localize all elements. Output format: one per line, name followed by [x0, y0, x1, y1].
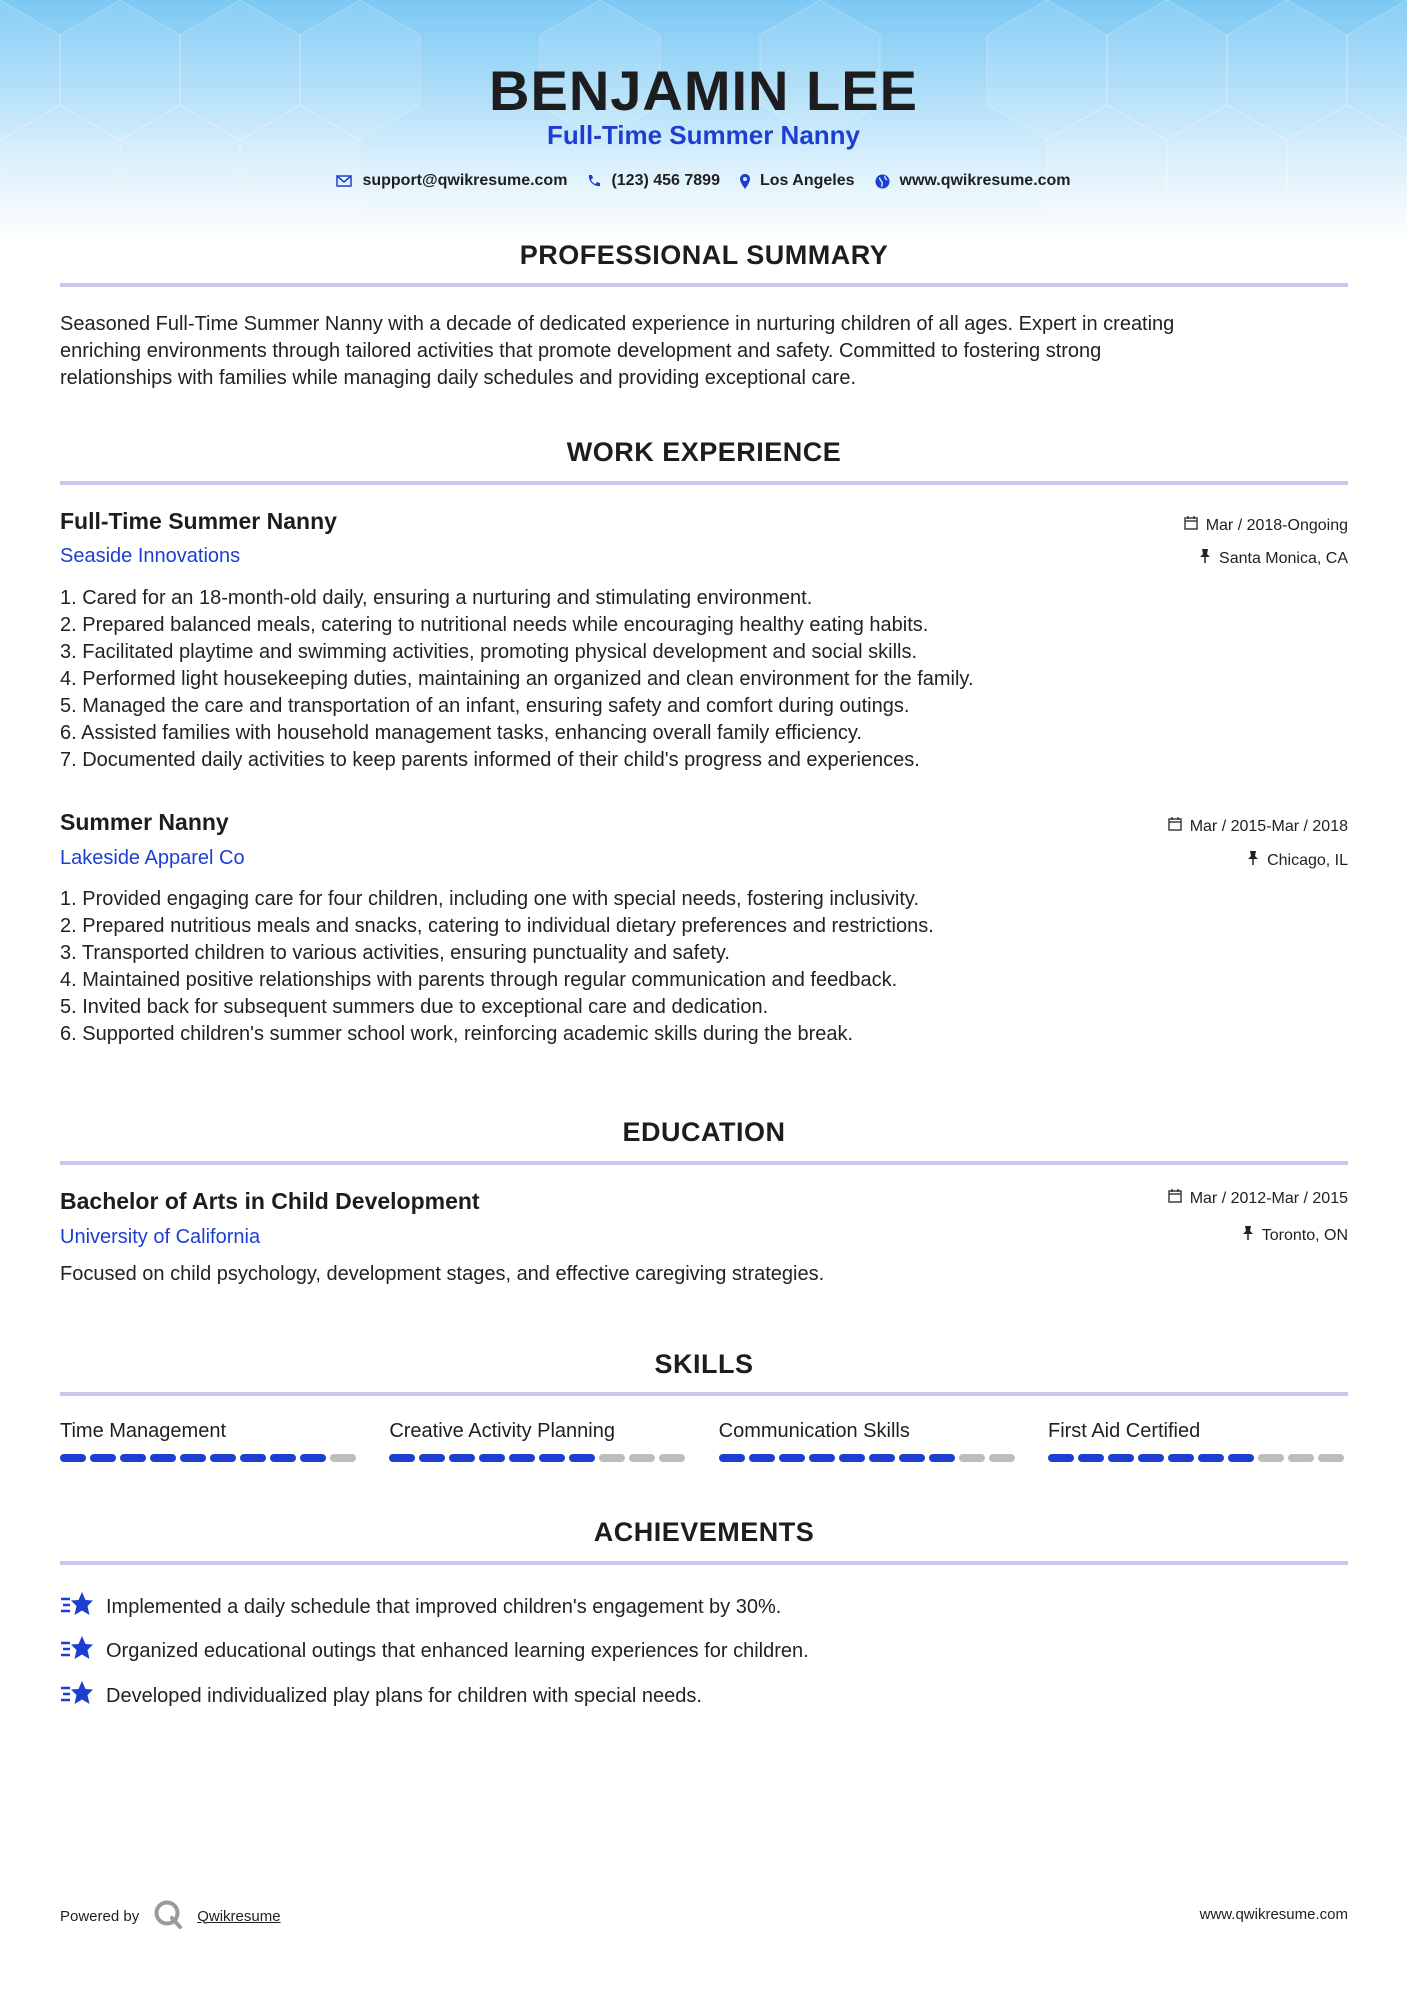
- skill-level-segment: [779, 1454, 805, 1462]
- pushpin-icon: [1199, 549, 1211, 568]
- contact-website[interactable]: [875, 172, 1071, 190]
- skill-level-segment: [60, 1454, 86, 1462]
- skill-level-segment: [719, 1454, 745, 1462]
- skills-divider: [60, 1392, 1348, 1396]
- job-dates-text: Mar / 2015-Mar / 2018: [1189, 817, 1348, 835]
- skill-level-segment: [749, 1454, 775, 1462]
- contact-bar: [0, 172, 1407, 190]
- skill-level-segment: [929, 1454, 955, 1462]
- achievements-divider: [60, 1561, 1348, 1565]
- skill-level-segment: [629, 1454, 655, 1462]
- education-location: [1242, 1226, 1348, 1245]
- list-item: 6. Assisted families with household management tasks, enhancing overall family efficiency.: [60, 722, 862, 744]
- list-item: 3. Transported children to various activities, ensuring punctuality and safety.: [60, 942, 730, 964]
- skill-level-segment: [989, 1454, 1015, 1462]
- skill-level-segment: [1228, 1454, 1254, 1462]
- summary-divider: [60, 283, 1348, 287]
- job-location: [1247, 851, 1348, 870]
- resume-header: [0, 0, 1407, 240]
- education-heading: EDUCATION: [622, 1117, 786, 1147]
- job-title: Full-Time Summer Nanny: [60, 508, 337, 534]
- calendar-icon: [1184, 516, 1198, 535]
- skill-level-segment: [539, 1454, 565, 1462]
- skill-level-segment: [300, 1454, 326, 1462]
- pushpin-icon: [1242, 1226, 1254, 1245]
- list-item: 2. Prepared balanced meals, catering to nutritional needs while encouraging healthy eating habits.: [60, 614, 929, 636]
- list-item: 1. Cared for an 18-month-old daily, ensuring a nurturing and stimulating environment.: [60, 587, 813, 609]
- skill-item: [60, 1420, 360, 1462]
- skill-level-segment: [959, 1454, 985, 1462]
- experience-heading: WORK EXPERIENCE: [566, 437, 842, 467]
- qwikresume-logo-icon: [153, 1899, 183, 1933]
- achievements-heading: ACHIEVEMENTS: [593, 1517, 815, 1547]
- skill-item: [1048, 1420, 1348, 1462]
- skill-level-segment: [1168, 1454, 1194, 1462]
- website-text: www.qwikresume.com: [899, 172, 1071, 189]
- calendar-icon: [1168, 1189, 1182, 1208]
- skill-level-segment: [659, 1454, 685, 1462]
- job-responsibilities: [60, 585, 1348, 774]
- skill-level-segment: [330, 1454, 356, 1462]
- achievement-text: Implemented a daily schedule that improved children's engagement by 30%.: [106, 1595, 782, 1618]
- list-item: 4. Maintained positive relationships with parents through regular communication and feedback.: [60, 969, 898, 991]
- star-icon: [60, 1590, 94, 1624]
- skill-level-bar: [1048, 1454, 1348, 1462]
- skill-level-segment: [150, 1454, 176, 1462]
- skill-level-bar: [60, 1454, 360, 1462]
- skill-level-bar: [389, 1454, 689, 1462]
- skill-level-segment: [270, 1454, 296, 1462]
- skill-level-segment: [180, 1454, 206, 1462]
- achievement-text: Organized educational outings that enhanced learning experiences for children.: [106, 1639, 809, 1662]
- job-location-text: Chicago, IL: [1267, 851, 1348, 869]
- location-text: Los Angeles: [759, 172, 855, 189]
- phone-text: (123) 456 7899: [611, 172, 720, 189]
- email-text: support@qwikresume.com: [362, 172, 568, 189]
- skills-heading: SKILLS: [654, 1349, 754, 1379]
- education-dates: [1168, 1189, 1348, 1208]
- skill-level-segment: [1198, 1454, 1224, 1462]
- skill-level-segment: [569, 1454, 595, 1462]
- education-dates-text: Mar / 2012-Mar / 2015: [1189, 1189, 1348, 1207]
- contact-phone[interactable]: [587, 172, 720, 190]
- skill-level-segment: [419, 1454, 445, 1462]
- skill-item: [719, 1420, 1019, 1462]
- skill-level-segment: [479, 1454, 505, 1462]
- job-company: Lakeside Apparel Co: [60, 847, 245, 869]
- job-company: Seaside Innovations: [60, 545, 241, 567]
- phone-icon: [587, 174, 601, 188]
- skill-level-segment: [1288, 1454, 1314, 1462]
- map-marker-icon: [740, 174, 750, 189]
- list-item: 7. Documented daily activities to keep parents informed of their child's progress and experiences.: [60, 749, 920, 771]
- skill-name: First Aid Certified: [1047, 1420, 1201, 1442]
- skill-level-segment: [389, 1454, 415, 1462]
- contact-email[interactable]: [336, 172, 567, 190]
- skill-level-segment: [509, 1454, 535, 1462]
- list-item: 5. Managed the care and transportation of an infant, ensuring safety and comfort during outings.: [60, 695, 910, 717]
- skill-level-segment: [1138, 1454, 1164, 1462]
- experience-divider: [60, 481, 1348, 485]
- skill-level-segment: [839, 1454, 865, 1462]
- achievement-item: [60, 1634, 809, 1668]
- skill-level-segment: [1048, 1454, 1074, 1462]
- star-icon: [60, 1679, 94, 1713]
- candidate-name: BENJAMIN LEE: [489, 59, 918, 122]
- skill-level-segment: [809, 1454, 835, 1462]
- job-location: [1199, 549, 1348, 568]
- summary-heading: PROFESSIONAL SUMMARY: [519, 240, 889, 270]
- summary-line: relationships with families while managing daily schedules and providing exceptional care.: [60, 367, 856, 389]
- education-location-text: Toronto, ON: [1261, 1226, 1348, 1244]
- job-responsibilities: [60, 886, 1348, 1048]
- pushpin-icon: [1247, 851, 1259, 870]
- skill-level-segment: [1318, 1454, 1344, 1462]
- skill-level-segment: [120, 1454, 146, 1462]
- footer-website[interactable]: www.qwikresume.com: [1199, 1906, 1348, 1923]
- achievement-item: [60, 1590, 781, 1624]
- skill-level-segment: [210, 1454, 236, 1462]
- summary-line: Seasoned Full-Time Summer Nanny with a decade of dedicated experience in nurturing children of all ages. Expert in creating: [60, 313, 1175, 335]
- achievement-text: Developed individualized play plans for children with special needs.: [106, 1684, 702, 1707]
- list-item: 3. Facilitated playtime and swimming activities, promoting physical development and social skills.: [60, 641, 918, 663]
- list-item: 1. Provided engaging care for four children, including one with special needs, fostering inclusivity.: [60, 888, 920, 910]
- skill-name: Time Management: [60, 1420, 226, 1442]
- education-description: Focused on child psychology, development stages, and effective caregiving strategies.: [60, 1263, 825, 1285]
- achievement-item: [60, 1679, 702, 1713]
- skill-level-segment: [869, 1454, 895, 1462]
- list-item: 5. Invited back for subsequent summers due to exceptional care and dedication.: [60, 996, 769, 1018]
- summary-line: enriching environments through tailored activities that promote development and safety. Committed to fostering strong: [60, 340, 1102, 362]
- list-item: 4. Performed light housekeeping duties, maintaining an organized and clean environment for the family.: [60, 668, 974, 690]
- list-item: 2. Prepared nutritious meals and snacks, catering to individual dietary preferences and restrictions.: [60, 915, 934, 937]
- degree-title: Bachelor of Arts in Child Development: [60, 1188, 480, 1214]
- envelope-icon: [336, 175, 352, 187]
- list-item: 6. Supported children's summer school work, reinforcing academic skills during the break.: [60, 1023, 854, 1045]
- star-icon: [60, 1634, 94, 1668]
- job-dates: [1168, 817, 1348, 836]
- skill-level-segment: [1258, 1454, 1284, 1462]
- skill-name: Creative Activity Planning: [389, 1420, 615, 1442]
- education-divider: [60, 1161, 1348, 1165]
- brand-link[interactable]: Qwikresume: [197, 1907, 281, 1925]
- calendar-icon: [1168, 817, 1182, 836]
- skill-level-bar: [719, 1454, 1019, 1462]
- skill-item: [389, 1420, 689, 1462]
- skill-name: Communication Skills: [718, 1420, 910, 1442]
- skill-level-segment: [599, 1454, 625, 1462]
- skill-level-segment: [899, 1454, 925, 1462]
- skill-level-segment: [449, 1454, 475, 1462]
- contact-location: [740, 172, 855, 190]
- footer-powered-by: [60, 1899, 281, 1933]
- job-location-text: Santa Monica, CA: [1219, 549, 1348, 567]
- globe-icon: [875, 174, 890, 189]
- summary-text: [60, 311, 1348, 392]
- powered-by-label: Powered by: [60, 1907, 140, 1925]
- skill-level-segment: [1108, 1454, 1134, 1462]
- job-dates: [1184, 516, 1348, 535]
- skill-level-segment: [240, 1454, 266, 1462]
- job-title: Summer Nanny: [60, 809, 229, 835]
- skill-level-segment: [1078, 1454, 1104, 1462]
- candidate-title: Full-Time Summer Nanny: [546, 120, 861, 150]
- skills-list: [60, 1420, 1348, 1462]
- school-name: University of California: [60, 1226, 261, 1248]
- job-dates-text: Mar / 2018-Ongoing: [1205, 516, 1348, 534]
- skill-level-segment: [90, 1454, 116, 1462]
